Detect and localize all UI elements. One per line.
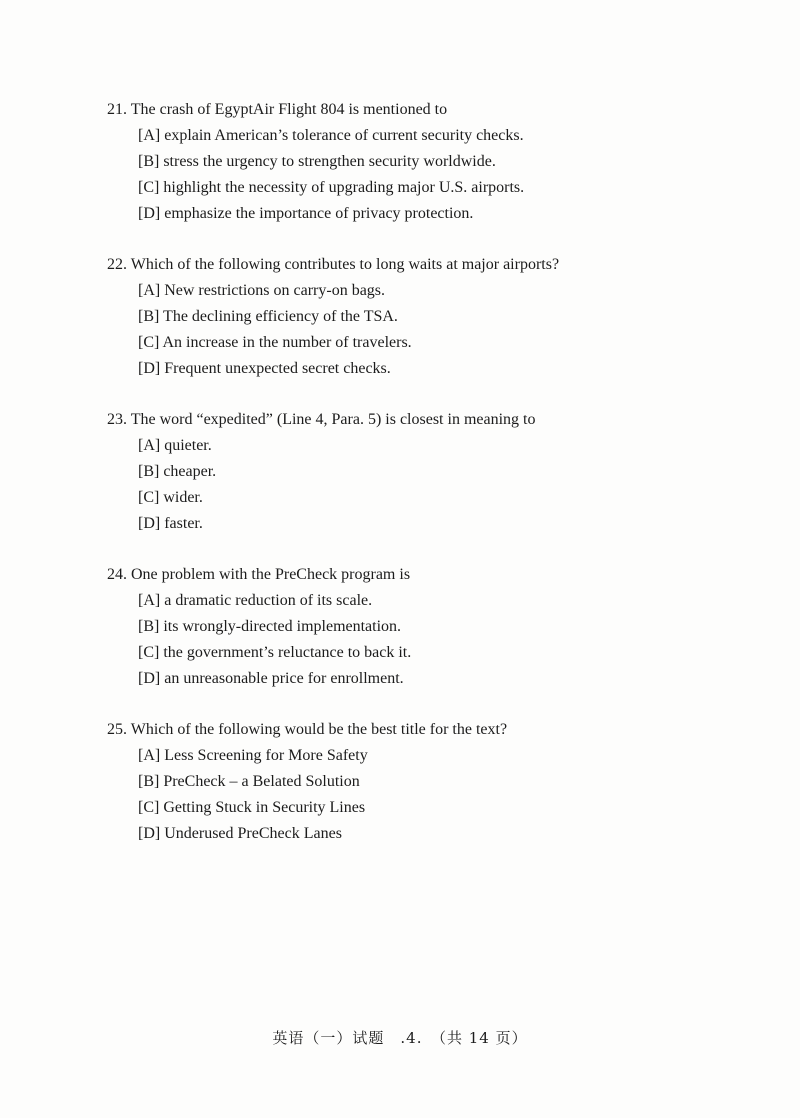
- option-b: [B] stress the urgency to strengthen security worldwide.: [138, 153, 496, 170]
- option-b: [B] The declining efficiency of the TSA.: [138, 308, 398, 325]
- question-stem: 21. The crash of EgyptAir Flight 804 is mentioned to: [107, 101, 448, 118]
- option-b: [B] PreCheck – a Belated Solution: [138, 773, 360, 790]
- question-stem: 23. The word “expedited” (Line 4, Para. 5) is closest in meaning to: [107, 411, 536, 428]
- option-b: [B] cheaper.: [138, 463, 217, 480]
- option-d: [D] emphasize the importance of privacy protection.: [138, 205, 474, 222]
- question-stem: 24. One problem with the PreCheck program is: [107, 566, 411, 583]
- page-footer: 英语（一）试题 .4. （共 14 页）: [272, 1029, 528, 1047]
- option-b: [B] its wrongly-directed implementation.: [138, 618, 402, 635]
- question-stem: 22. Which of the following contributes to long waits at major airports?: [107, 256, 560, 273]
- option-c: [C] wider.: [138, 489, 203, 506]
- option-a: [A] New restrictions on carry-on bags.: [138, 282, 386, 299]
- option-d: [D] Underused PreCheck Lanes: [138, 825, 342, 842]
- option-a: [A] Less Screening for More Safety: [138, 747, 368, 764]
- option-a: [A] explain American’s tolerance of current security checks.: [138, 127, 524, 144]
- option-c: [C] highlight the necessity of upgrading major U.S. airports.: [138, 179, 525, 196]
- option-a: [A] a dramatic reduction of its scale.: [138, 592, 373, 609]
- option-d: [D] an unreasonable price for enrollment.: [138, 670, 404, 687]
- option-c: [C] the government’s reluctance to back it.: [138, 644, 412, 661]
- option-d: [D] Frequent unexpected secret checks.: [138, 360, 391, 377]
- option-c: [C] An increase in the number of travelers.: [138, 334, 412, 351]
- question-stem: 25. Which of the following would be the best title for the text?: [107, 721, 508, 738]
- option-a: [A] quieter.: [138, 437, 212, 454]
- option-c: [C] Getting Stuck in Security Lines: [138, 799, 366, 816]
- option-d: [D] faster.: [138, 515, 203, 532]
